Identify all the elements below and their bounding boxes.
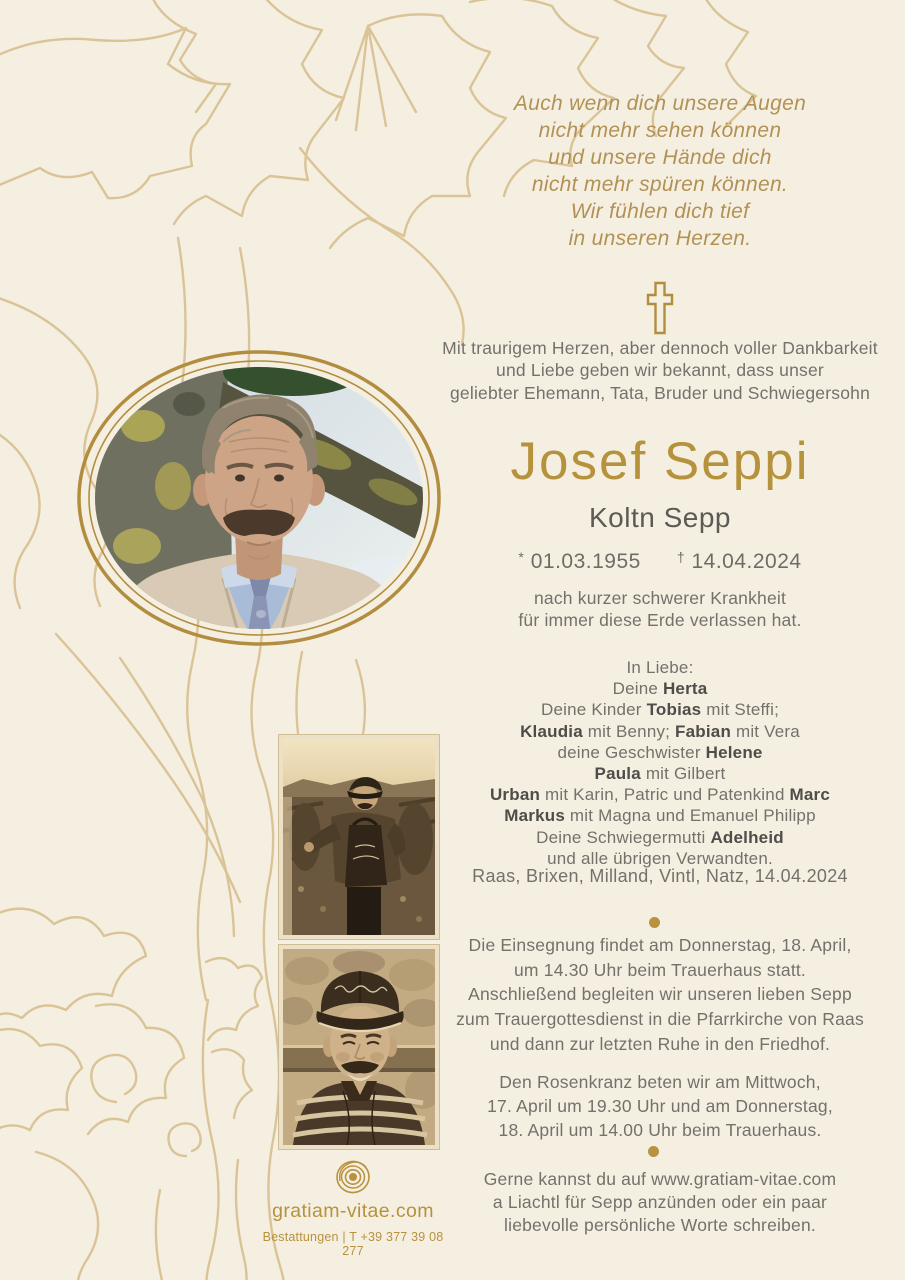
mourner-text: mit Steffi;	[701, 700, 779, 720]
funeral-home-logo	[253, 1157, 453, 1258]
poem-line: Auch wenn dich unsere Augen	[513, 92, 807, 115]
funeral-line: zum Trauergottesdienst in die Pfarrkirche von Raas	[456, 1009, 864, 1030]
mourner-line	[410, 763, 905, 784]
mourner-line	[410, 678, 905, 699]
mourner-line	[410, 805, 905, 826]
poem-line: nicht mehr sehen können	[538, 119, 782, 142]
mourners-list	[410, 657, 905, 869]
funeral-line: und dann zur letzten Ruhe in den Friedhof.	[489, 1033, 831, 1054]
vineyard-photo	[279, 735, 439, 939]
condolence-notice	[410, 1168, 905, 1238]
mourner-text: mit Karin, Patric und Patenkind	[540, 785, 790, 805]
announcement-line: und Liebe geben wir bekannt, dass unser	[496, 360, 824, 381]
rosary-line: 18. April um 14.00 Uhr beim Trauerhaus.	[498, 1120, 822, 1140]
poem-line: und unsere Hände dich	[548, 146, 772, 169]
birth-star-icon: *	[518, 549, 525, 565]
places-and-date: Raas, Brixen, Milland, Vintl, Natz, 14.04.2024	[472, 866, 848, 886]
condolence-line: a Liachtl für Sepp anzünden oder ein paar	[492, 1192, 828, 1213]
mourner-text: mit Gilbert	[640, 764, 726, 784]
funeral-notice	[410, 933, 905, 1057]
cross-icon	[410, 281, 905, 335]
funeral-line: um 14.30 Uhr beim Trauerhaus statt.	[514, 959, 806, 980]
rosary-line: 17. April um 19.30 Uhr und am Donnerstag,	[487, 1096, 833, 1116]
mourner-text: und alle übrigen Verwandten.	[547, 848, 773, 868]
rosary-notice	[410, 1070, 905, 1142]
funeral-line: Die Einsegnung findet am Donnerstag, 18. April,	[468, 935, 852, 955]
announcement-line: Mit traurigem Herzen, aber dennoch voller Dankbarkeit	[442, 338, 878, 358]
mourner-line	[410, 699, 905, 720]
funeral-home-contact: Bestattungen | T +39 377 39 08 277	[262, 1230, 444, 1258]
death-date: † 14.04.2024	[676, 549, 802, 573]
mourner-text: mit Magna und Emanuel Philipp	[564, 806, 816, 826]
separator-dot-icon	[649, 917, 660, 928]
mourner-name: Markus	[504, 806, 565, 826]
rosary-line: Den Rosenkranz beten wir am Mittwoch,	[499, 1072, 821, 1092]
portrait-photo	[73, 346, 445, 650]
mourner-name: Herta	[662, 679, 708, 699]
mourner-name: Fabian	[675, 721, 732, 741]
mourner-text: Deine	[612, 679, 663, 699]
death-dagger-icon: †	[676, 549, 686, 565]
farewell-line: für immer diese Erde verlassen hat.	[518, 610, 802, 631]
death-announcement	[410, 337, 905, 404]
funeral-line: Anschließend begleiten wir unseren lieben Sepp	[468, 984, 852, 1005]
deceased-name: Josef Seppi	[510, 432, 810, 491]
mourner-text: mit Benny;	[582, 721, 676, 741]
announcement-line: geliebter Ehemann, Tata, Bruder und Schwiegersohn	[449, 382, 871, 403]
funeral-home-website: gratiam-vitae.com	[272, 1200, 434, 1222]
life-dates	[410, 545, 905, 574]
farewell-line: nach kurzer schwerer Krankheit	[533, 588, 787, 608]
condolence-line: Gerne kannst du auf www.gratiam-vitae.com	[483, 1169, 837, 1189]
mourner-name: Helene	[705, 742, 763, 762]
mourner-text: mit Vera	[731, 721, 800, 741]
mourner-name: Urban	[489, 785, 541, 805]
mourner-text: deine Geschwister	[557, 742, 706, 762]
mourner-name: Paula	[594, 764, 641, 784]
deceased-nickname: Koltn Sepp	[589, 502, 731, 533]
mourner-name: Adelheid	[710, 827, 784, 847]
farewell-statement	[410, 587, 905, 632]
mourner-name: Marc	[789, 785, 831, 805]
poem-line: nicht mehr spüren können.	[531, 173, 789, 196]
separator-dot-icon	[648, 1146, 659, 1157]
poem-line: Wir fühlen dich tief	[570, 200, 750, 223]
mourner-text: Deine Schwiegermutti	[536, 827, 711, 847]
mourners-intro: In Liebe:	[626, 658, 694, 677]
mourner-line	[410, 742, 905, 763]
mourner-line	[410, 827, 905, 848]
birth-date: * 01.03.1955	[518, 549, 641, 573]
mourner-line	[410, 784, 905, 805]
mourner-name: Klaudia	[520, 721, 583, 741]
mourner-text: Deine Kinder	[540, 700, 647, 720]
condolence-line: liebevolle persönliche Worte schreiben.	[504, 1215, 816, 1236]
mourner-name: Tobias	[646, 700, 702, 720]
poem-line: in unseren Herzen.	[568, 227, 752, 250]
cap-portrait-photo	[279, 945, 439, 1149]
mourner-line	[410, 721, 905, 742]
logo-rings-icon	[334, 1157, 372, 1197]
memorial-poem	[410, 90, 905, 252]
